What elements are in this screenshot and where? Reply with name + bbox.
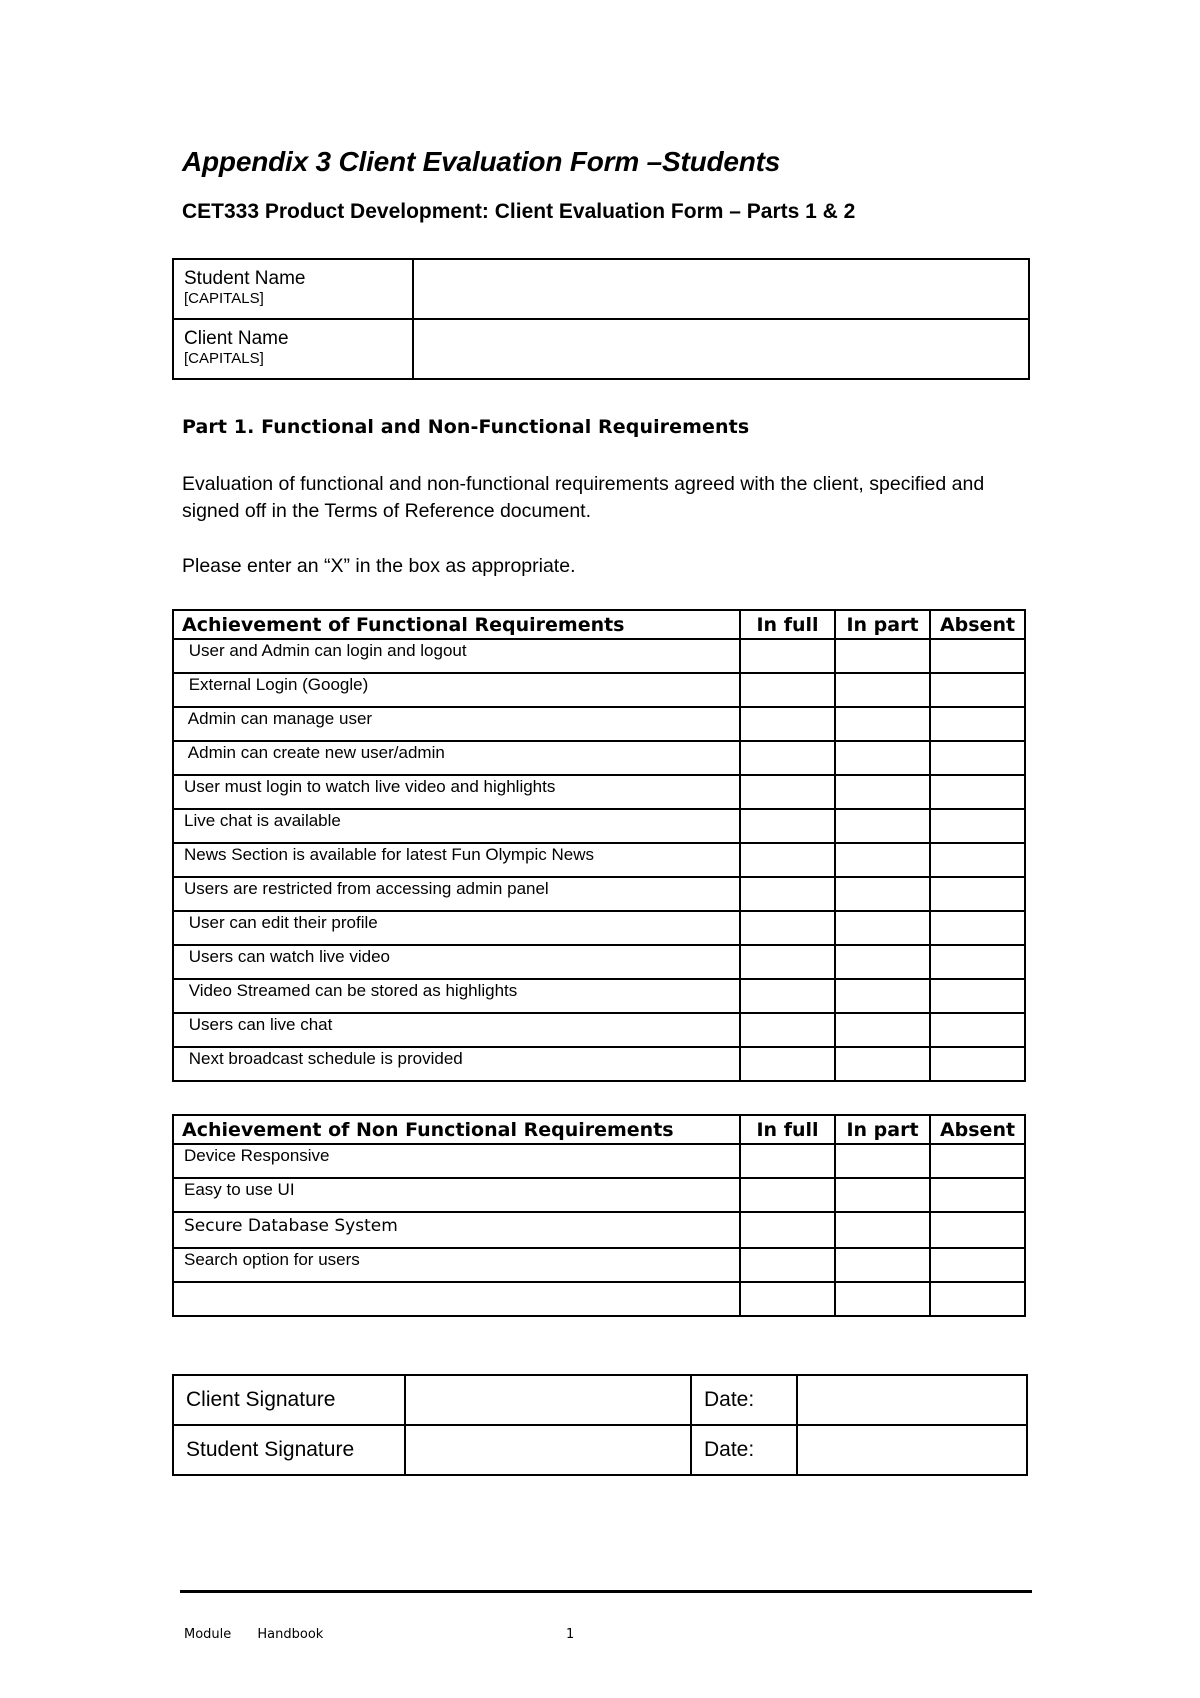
- absent-checkbox[interactable]: [930, 1178, 1025, 1212]
- absent-checkbox[interactable]: [930, 673, 1025, 707]
- requirement-label: External Login (Google): [173, 673, 740, 707]
- table-row: [173, 741, 1025, 775]
- in-full-checkbox[interactable]: [740, 1178, 835, 1212]
- in-full-checkbox[interactable]: [740, 1047, 835, 1081]
- in-full-checkbox[interactable]: [740, 877, 835, 911]
- table-row: [173, 1013, 1025, 1047]
- in-part-checkbox[interactable]: [835, 1282, 930, 1316]
- student-date-label: Date:: [691, 1425, 797, 1475]
- in-full-checkbox[interactable]: [740, 911, 835, 945]
- absent-checkbox[interactable]: [930, 639, 1025, 673]
- absent-checkbox[interactable]: [930, 741, 1025, 775]
- requirement-label: Device Responsive: [173, 1144, 740, 1178]
- student-name-label-cell: [173, 259, 413, 319]
- table-row: [173, 707, 1025, 741]
- footer-page-number: 1: [566, 1627, 575, 1642]
- table-row: [173, 979, 1025, 1013]
- requirement-label: Users can watch live video: [173, 945, 740, 979]
- part1-instruction: Please enter an “X” in the box as appropriate.: [182, 555, 576, 577]
- in-part-checkbox[interactable]: [835, 945, 930, 979]
- table-row: [173, 639, 1025, 673]
- absent-checkbox[interactable]: [930, 707, 1025, 741]
- col-in-part: In part: [835, 610, 930, 639]
- requirement-label: Secure Database System: [173, 1212, 740, 1248]
- in-part-checkbox[interactable]: [835, 775, 930, 809]
- requirement-label: Search option for users: [173, 1248, 740, 1282]
- student-name-field[interactable]: [413, 259, 1029, 319]
- requirement-label: User must login to watch live video and highlights: [173, 775, 740, 809]
- absent-checkbox[interactable]: [930, 1248, 1025, 1282]
- client-name-label-cell: [173, 319, 413, 379]
- footer-module-handbook: Module Handbook: [184, 1627, 324, 1642]
- table-row: [173, 843, 1025, 877]
- absent-checkbox[interactable]: [930, 809, 1025, 843]
- in-full-checkbox[interactable]: [740, 673, 835, 707]
- functional-header-row: [173, 610, 1025, 639]
- in-full-checkbox[interactable]: [740, 843, 835, 877]
- in-full-checkbox[interactable]: [740, 741, 835, 775]
- absent-checkbox[interactable]: [930, 877, 1025, 911]
- in-full-checkbox[interactable]: [740, 1282, 835, 1316]
- student-signature-field[interactable]: [405, 1425, 691, 1475]
- student-date-field[interactable]: [797, 1425, 1027, 1475]
- in-full-checkbox[interactable]: [740, 979, 835, 1013]
- in-part-checkbox[interactable]: [835, 911, 930, 945]
- col-in-full: In full: [740, 1115, 835, 1144]
- table-row: [173, 1248, 1025, 1282]
- non-functional-requirements-table: [172, 1114, 1026, 1317]
- non-functional-header-row: [173, 1115, 1025, 1144]
- table-row: [173, 1144, 1025, 1178]
- part1-heading: Part 1. Functional and Non-Functional Requirements: [182, 416, 750, 438]
- table-row: [173, 1212, 1025, 1248]
- in-full-checkbox[interactable]: [740, 945, 835, 979]
- client-name-field[interactable]: [413, 319, 1029, 379]
- table-row: [173, 911, 1025, 945]
- table-row: [173, 775, 1025, 809]
- absent-checkbox[interactable]: [930, 1144, 1025, 1178]
- table-row: [173, 673, 1025, 707]
- page-title: Appendix 3 Client Evaluation Form –Students: [182, 146, 781, 177]
- requirement-label: Live chat is available: [173, 809, 740, 843]
- col-absent: Absent: [930, 610, 1025, 639]
- client-signature-row: [173, 1375, 1027, 1425]
- in-full-checkbox[interactable]: [740, 1248, 835, 1282]
- requirement-label[interactable]: [173, 1282, 740, 1316]
- in-part-checkbox[interactable]: [835, 639, 930, 673]
- table-row: [173, 1047, 1025, 1081]
- client-name-capitals-note: [CAPITALS]: [184, 350, 264, 367]
- part1-description: Evaluation of functional and non-functional requirements agreed with the client, specified and signed off in the Terms of Reference document.: [182, 473, 985, 522]
- in-part-checkbox[interactable]: [835, 877, 930, 911]
- student-signature-row: [173, 1425, 1027, 1475]
- in-part-checkbox[interactable]: [835, 979, 930, 1013]
- student-name-label: Student Name: [184, 268, 306, 289]
- table-row: [173, 809, 1025, 843]
- in-part-checkbox[interactable]: [835, 741, 930, 775]
- requirement-label: Next broadcast schedule is provided: [173, 1047, 740, 1081]
- in-full-checkbox[interactable]: [740, 1144, 835, 1178]
- in-full-checkbox[interactable]: [740, 1013, 835, 1047]
- table-row: [173, 1178, 1025, 1212]
- absent-checkbox[interactable]: [930, 1013, 1025, 1047]
- absent-checkbox[interactable]: [930, 979, 1025, 1013]
- absent-checkbox[interactable]: [930, 775, 1025, 809]
- student-signature-label: Student Signature: [173, 1425, 405, 1475]
- in-part-checkbox[interactable]: [835, 673, 930, 707]
- client-name-label: Client Name: [184, 328, 289, 349]
- footer-divider: [180, 1590, 1032, 1593]
- in-full-checkbox[interactable]: [740, 707, 835, 741]
- in-part-checkbox[interactable]: [835, 1212, 930, 1248]
- functional-header: Achievement of Functional Requirements: [173, 610, 740, 639]
- in-part-checkbox[interactable]: [835, 809, 930, 843]
- functional-requirements-table: [172, 609, 1026, 1082]
- absent-checkbox[interactable]: [930, 945, 1025, 979]
- in-part-checkbox[interactable]: [835, 1047, 930, 1081]
- requirement-label: Users can live chat: [173, 1013, 740, 1047]
- in-part-checkbox[interactable]: [835, 1144, 930, 1178]
- in-part-checkbox[interactable]: [835, 707, 930, 741]
- absent-checkbox[interactable]: [930, 1047, 1025, 1081]
- col-absent: Absent: [930, 1115, 1025, 1144]
- in-part-checkbox[interactable]: [835, 1178, 930, 1212]
- requirement-label: Admin can create new user/admin: [173, 741, 740, 775]
- col-in-part: In part: [835, 1115, 930, 1144]
- table-row: [173, 1282, 1025, 1316]
- col-in-full: In full: [740, 610, 835, 639]
- form-subtitle: CET333 Product Development: Client Evaluation Form – Parts 1 & 2: [182, 200, 856, 223]
- client-date-field[interactable]: [797, 1375, 1027, 1425]
- requirement-label: User can edit their profile: [173, 911, 740, 945]
- client-date-label: Date:: [691, 1375, 797, 1425]
- requirement-label: Admin can manage user: [173, 707, 740, 741]
- requirement-label: Users are restricted from accessing admin panel: [173, 877, 740, 911]
- in-full-checkbox[interactable]: [740, 775, 835, 809]
- student-name-capitals-note: [CAPITALS]: [184, 290, 264, 307]
- in-full-checkbox[interactable]: [740, 1212, 835, 1248]
- in-part-checkbox[interactable]: [835, 1248, 930, 1282]
- absent-checkbox[interactable]: [930, 1282, 1025, 1316]
- requirement-label: Easy to use UI: [173, 1178, 740, 1212]
- absent-checkbox[interactable]: [930, 911, 1025, 945]
- requirement-label: News Section is available for latest Fun Olympic News: [173, 843, 740, 877]
- client-name-row: [173, 319, 1029, 379]
- student-name-row: [173, 259, 1029, 319]
- in-full-checkbox[interactable]: [740, 639, 835, 673]
- in-full-checkbox[interactable]: [740, 809, 835, 843]
- in-part-checkbox[interactable]: [835, 843, 930, 877]
- non-functional-header: Achievement of Non Functional Requirements: [173, 1115, 740, 1144]
- student-client-info-table: [172, 258, 1030, 380]
- table-row: [173, 945, 1025, 979]
- absent-checkbox[interactable]: [930, 1212, 1025, 1248]
- requirement-label: User and Admin can login and logout: [173, 639, 740, 673]
- table-row: [173, 877, 1025, 911]
- absent-checkbox[interactable]: [930, 843, 1025, 877]
- in-part-checkbox[interactable]: [835, 1013, 930, 1047]
- requirement-label: Video Streamed can be stored as highlights: [173, 979, 740, 1013]
- client-signature-label: Client Signature: [173, 1375, 405, 1425]
- signature-table: [172, 1374, 1028, 1476]
- client-signature-field[interactable]: [405, 1375, 691, 1425]
